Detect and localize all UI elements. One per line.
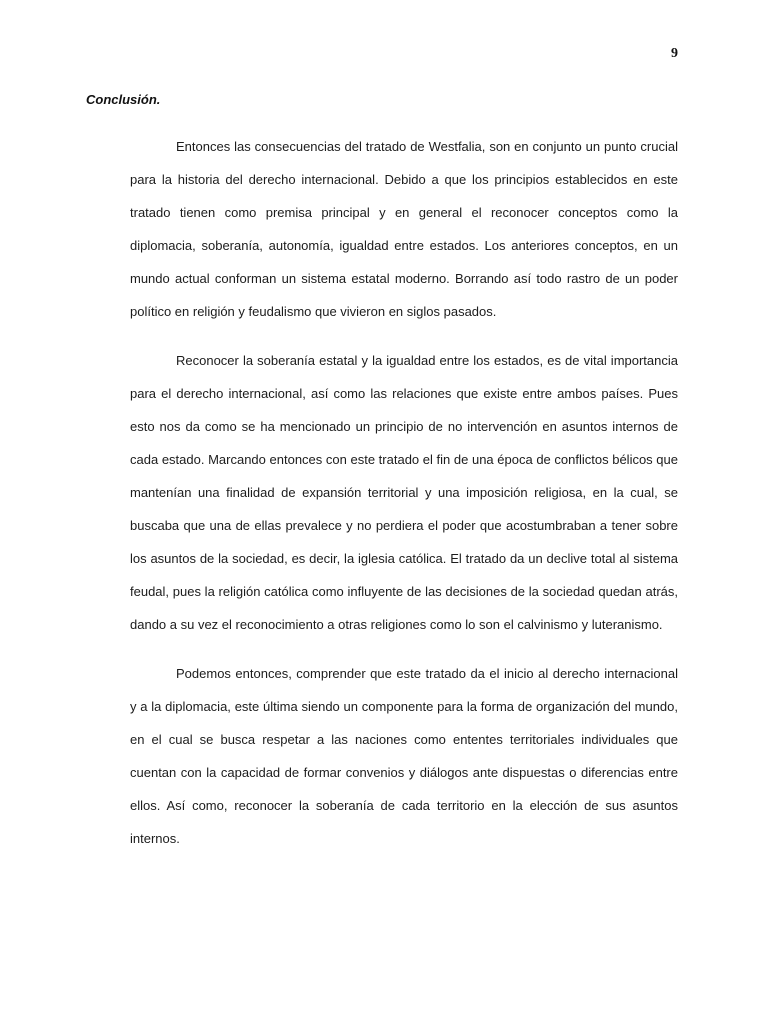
section-heading: Conclusión. bbox=[86, 92, 161, 107]
paragraph-2: Reconocer la soberanía estatal y la igualdad entre los estados, es de vital importancia para el derecho internacional, así como las relaciones que existe entre ambos países. Pues esto nos da como se ha mencionado un principio de no intervención en asuntos internos de cada estado. Marcando entonces con este tratado el fin de una época de conflictos bélicos que mantenían una finalidad de expansión territorial y una imposición religiosa, en la cual, se buscaba que una de ellas prevalece y no perdiera el poder que acostumbraban a tener sobre los asuntos de la sociedad, es decir, la iglesia católica. El tratado da un declive total al sistema feudal, pues la religión católica como influyente de las decisiones de la sociedad quedan atrás, dando a su vez el reconocimiento a otras religiones como lo son el calvinismo y luteranismo. bbox=[130, 353, 678, 632]
paragraph-1: Entonces las consecuencias del tratado de Westfalia, son en conjunto un punto crucial para la historia del derecho internacional. Debido a que los principios establecidos en este tratado tienen como premisa principal y en general el reconocer conceptos como la diplomacia, soberanía, autonomía, igualdad entre estados. Los anteriores conceptos, en un mundo actual conforman un sistema estatal moderno. Borrando así todo rastro de un poder político en religión y feudalismo que vivieron en siglos pasados. bbox=[130, 139, 678, 319]
page-number: 9 bbox=[671, 46, 678, 61]
paragraph-3: Podemos entonces, comprender que este tratado da el inicio al derecho internacional y a la diplomacia, este última siendo un componente para la forma de organización del mundo, en el cual se busca respetar a las naciones como ententes territoriales individuales que cuentan con la capacidad de formar convenios y diálogos ante dispuestas o diferencias entre ellos. Así como, reconocer la soberanía de cada territorio en la elección de sus asuntos internos. bbox=[130, 666, 678, 846]
body-text bbox=[130, 130, 678, 871]
